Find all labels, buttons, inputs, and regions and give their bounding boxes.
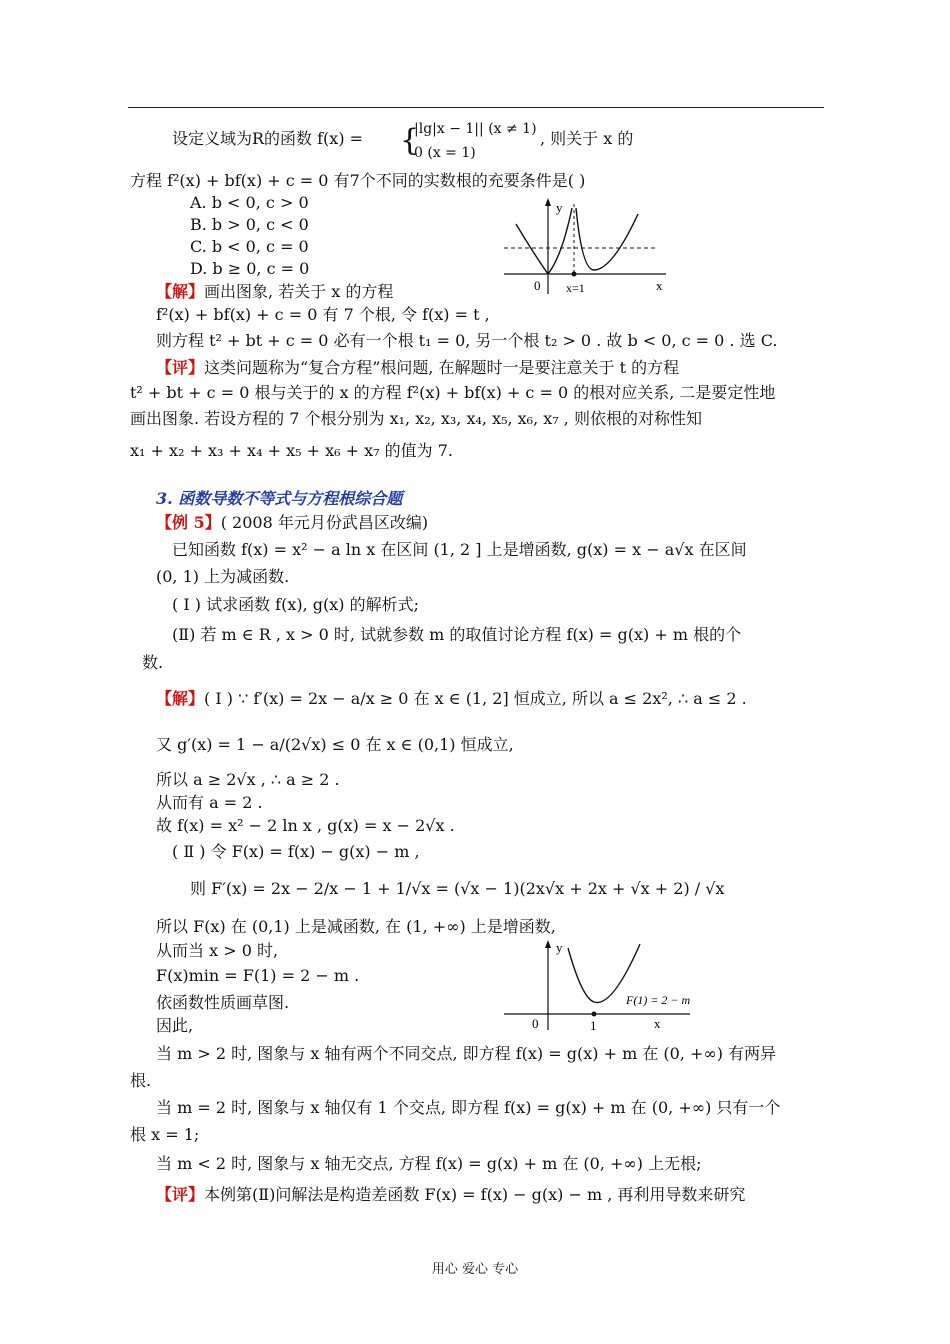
solution-5-line-4: 从而有 a = 2 . <box>156 793 263 812</box>
piecewise-case-2: 0 (x = 1) <box>414 145 476 161</box>
comment-line-2: t² + bt + c = 0 根与关于的 x 的方程 f²(x) + bf(x) + c = 0 的根对应关系, 二是要定性地 <box>130 383 776 402</box>
piecewise-case-1: |lg|x − 1|| (x ≠ 1) <box>414 121 537 137</box>
example-5-line-5: 数. <box>142 653 164 672</box>
solution-5-tag: 【解】 <box>156 689 205 708</box>
graph-1-x-label: x <box>656 278 663 293</box>
section-3-title: 3. 函数导数不等式与方程根综合题 <box>156 489 403 508</box>
problem-line-2: 方程 f²(x) + bf(x) + c = 0 有7个不同的实数根的充要条件是( ) <box>130 171 586 190</box>
example-5-line-3: ( Ⅰ ) 试求函数 f(x), g(x) 的解析式; <box>172 595 419 614</box>
case-3: 当 m < 2 时, 图象与 x 轴无交点, 方程 f(x) = g(x) + m 在 (0, +∞) 上无根; <box>156 1154 702 1173</box>
solution-line-2: f²(x) + bf(x) + c = 0 有 7 个根, 令 f(x) = t , <box>156 305 490 324</box>
case-1-line-2: 根. <box>130 1071 152 1090</box>
graph-1-point-label: x=1 <box>566 281 585 295</box>
case-1-line-1: 当 m > 2 时, 图象与 x 轴有两个不同交点, 即方程 f(x) = g(x) + m 在 (0, +∞) 有两异 <box>156 1044 777 1063</box>
comment-5: 【评】本例第(Ⅱ)问解法是构造差函数 F(x) = f(x) − g(x) − m , 再利用导数来研究 <box>156 1185 746 1204</box>
option-d: D. b ≥ 0, c = 0 <box>190 259 310 278</box>
solution-5-line-11: 依函数性质画草图. <box>156 993 290 1012</box>
solution-line-3: 则方程 t² + bt + c = 0 必有一个根 t₁ = 0, 另一个根 t₂ > 0 . 故 b < 0, c = 0 . 选 C. <box>156 331 778 350</box>
solution-5-line-2: 又 g′(x) = 1 − a/(2√x) ≤ 0 在 x ∈ (0,1) 恒成立, <box>156 735 514 754</box>
case-2-line-2: 根 x = 1; <box>130 1125 200 1144</box>
page-footer: 用心 爱心 专心 <box>431 1262 519 1277</box>
comment-line-4: x₁ + x₂ + x₃ + x₄ + x₅ + x₆ + x₇ 的值为 7. <box>130 441 453 460</box>
option-c: C. b < 0, c = 0 <box>190 237 309 256</box>
graph-1 <box>496 194 672 296</box>
graph-1-y-label: y <box>556 200 563 215</box>
graph-2-min-label: F(1) = 2 − m <box>626 993 691 1007</box>
solution-5-line-6: ( Ⅱ ) 令 F(x) = f(x) − g(x) − m , <box>172 842 420 861</box>
graph-1-origin: 0 <box>534 278 541 293</box>
graph-2 <box>500 936 700 1032</box>
solution-5-line-10: F(x)min = F(1) = 2 − m . <box>156 966 360 985</box>
problem-line-1: 设定义域为R的函数 f(x) = <box>172 129 364 148</box>
comment-5-tag: 【评】 <box>156 1185 205 1204</box>
solution-5-line-7: 则 F′(x) = 2x − 2/x − 1 + 1/√x = (√x − 1)(2x√x + 2x + √x + 2) / √x <box>190 879 725 898</box>
comment-tag: 【评】 <box>156 358 205 377</box>
example-5-tag: 【例 5】 <box>156 513 221 532</box>
comment-line-3: 画出图象. 若设方程的 7 个根分别为 x₁, x₂, x₃, x₄, x₅, x₆, x₇ , 则依根的对称性知 <box>130 409 702 428</box>
option-a: A. b < 0, c > 0 <box>190 193 309 212</box>
problem-line-1-end: , 则关于 x 的 <box>540 129 634 148</box>
header-rule <box>128 107 824 108</box>
comment-line-1: 【评】这类问题称为“复合方程”根问题, 在解题时一是要注意关于 t 的方程 <box>156 358 680 377</box>
solution-5-line-3: 所以 a ≥ 2√x , ∴ a ≥ 2 . <box>156 770 340 789</box>
case-2-line-1: 当 m = 2 时, 图象与 x 轴仅有 1 个交点, 即方程 f(x) = g(x) + m 在 (0, +∞) 只有一个 <box>156 1098 781 1117</box>
graph-2-y-label: y <box>556 940 563 955</box>
solution-tag: 【解】 <box>156 282 205 301</box>
solution-5-line-9: 从而当 x > 0 时, <box>156 941 279 960</box>
solution-line-1: 【解】画出图象, 若关于 x 的方程 <box>156 282 394 301</box>
option-b: B. b > 0, c < 0 <box>190 215 309 234</box>
piecewise-brace: { <box>400 123 420 158</box>
solution-5-line-1: 【解】( Ⅰ ) ∵ f′(x) = 2x − a/x ≥ 0 在 x ∈ (1, 2] 恒成立, 所以 a ≤ 2x², ∴ a ≤ 2 . <box>156 689 747 708</box>
solution-5-line-8: 所以 F(x) 在 (0,1) 上是减函数, 在 (1, +∞) 上是增函数, <box>156 917 556 936</box>
example-5-line-2: (0, 1) 上为减函数. <box>156 567 290 586</box>
graph-2-point-label: 1 <box>590 1018 597 1032</box>
graph-2-x-label: x <box>654 1016 661 1031</box>
solution-5-line-5: 故 f(x) = x² − 2 ln x , g(x) = x − 2√x . <box>156 816 455 835</box>
example-5-header: 【例 5】( 2008 年元月份武昌区改编) <box>156 513 429 532</box>
example-5-line-1: 已知函数 f(x) = x² − a ln x 在区间 (1, 2 ] 上是增函数, g(x) = x − a√x 在区间 <box>172 540 747 559</box>
example-5-line-4: (Ⅱ) 若 m ∈ R , x > 0 时, 试就参数 m 的取值讨论方程 f(x) = g(x) + m 根的个 <box>172 625 742 644</box>
solution-5-line-12: 因此, <box>156 1016 194 1035</box>
graph-2-origin: 0 <box>532 1016 539 1031</box>
